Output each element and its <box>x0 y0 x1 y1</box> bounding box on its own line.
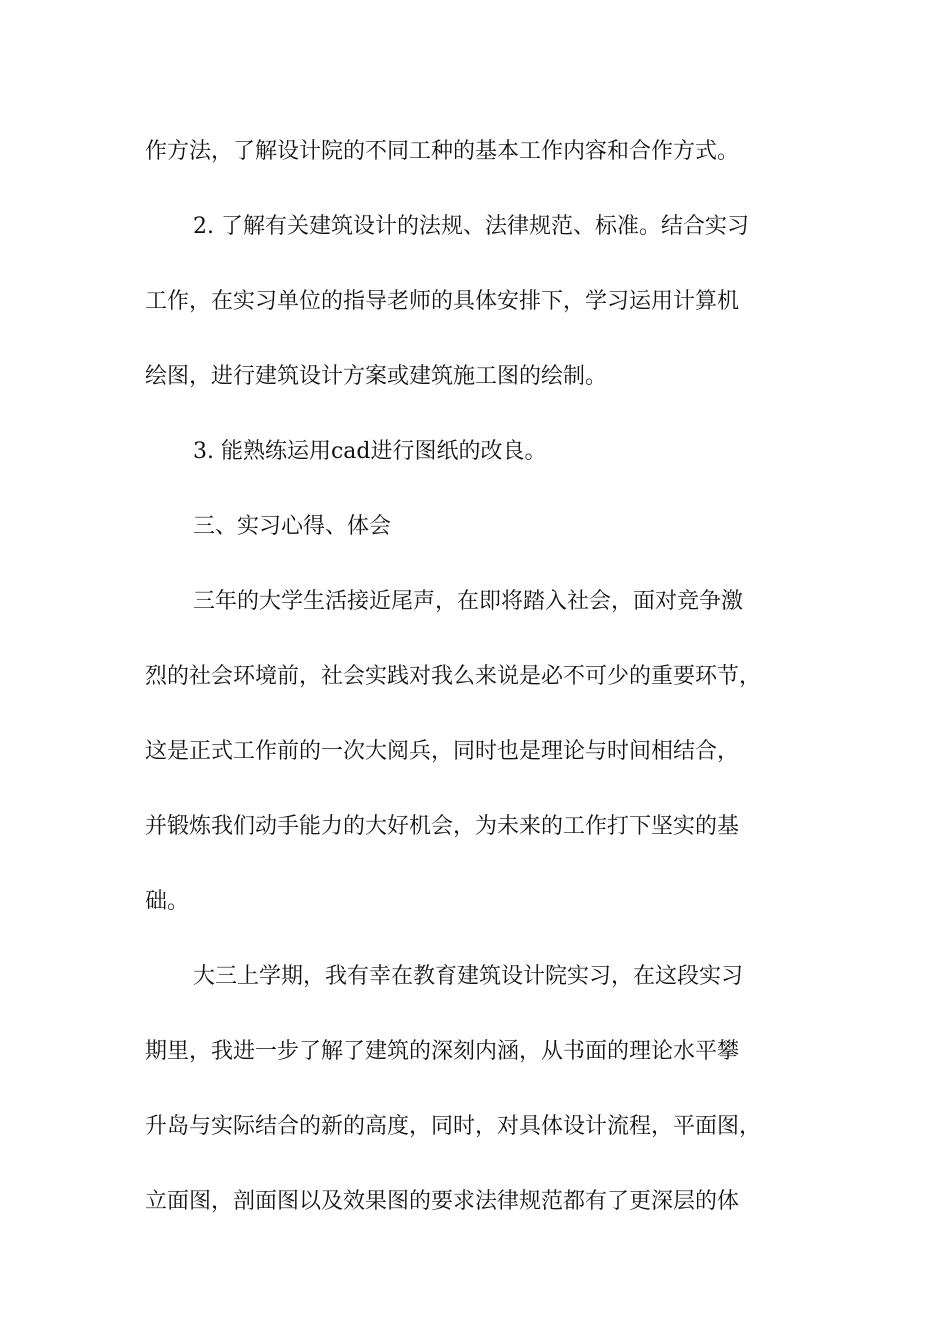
text-line: 这是正式工作前的一次大阅兵，同时也是理论与时间相结合， <box>145 739 740 764</box>
section-heading: 三、实习心得、体会 <box>193 514 392 539</box>
text-line: 2. 了解有关建筑设计的法规、法律规范、标准。结合实习 <box>193 214 749 239</box>
text-line: 烈的社会环境前，社会实践对我么来说是必不可少的重要环节， <box>145 664 762 689</box>
text-line: 绘图，进行建筑设计方案或建筑施工图的绘制。 <box>145 364 608 389</box>
text-line: 础。 <box>145 889 190 914</box>
text-line: 并锻炼我们动手能力的大好机会，为未来的工作打下坚实的基 <box>145 814 740 839</box>
text-line: 三年的大学生活接近尾声，在即将踏入社会，面对竞争激 <box>193 589 744 614</box>
text-line: 3. 能熟练运用cad进行图纸的改良。 <box>193 439 547 464</box>
text-line: 大三上学期，我有幸在教育建筑设计院实习，在这段实习 <box>193 964 744 989</box>
text-line: 立面图，剖面图以及效果图的要求法律规范都有了更深层的体 <box>145 1189 740 1214</box>
body-text <box>145 132 805 1257</box>
text-line: 工作，在实习单位的指导老师的具体安排下，学习运用计算机 <box>145 289 740 314</box>
text-line: 升岛与实际结合的新的高度，同时，对具体设计流程，平面图， <box>145 1114 762 1139</box>
text-line: 作方法，了解设计院的不同工种的基本工作内容和合作方式。 <box>145 139 740 164</box>
text-line: 期里，我进一步了解了建筑的深刻内涵，从书面的理论水平攀 <box>145 1039 740 1064</box>
